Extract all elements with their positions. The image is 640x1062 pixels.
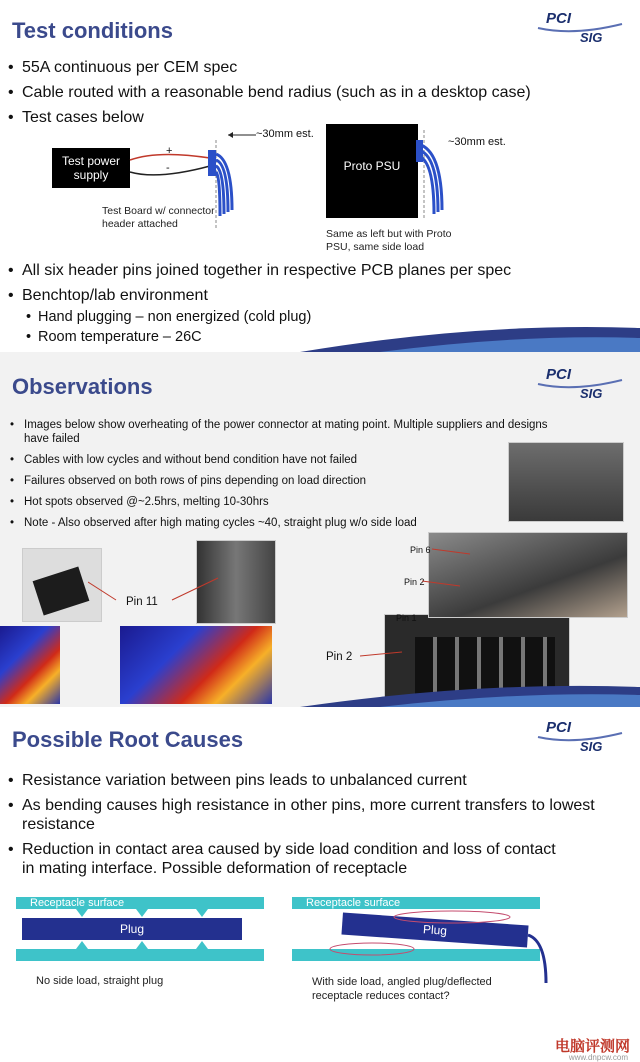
bullet: • Images below show overheating of the power connector at mating point. Multiple suppliers and designs have failed bbox=[24, 418, 564, 446]
watermark-url: www.dnpcw.com bbox=[568, 1053, 628, 1062]
bullet: • Failures observed on both rows of pins depending on load direction bbox=[24, 474, 574, 488]
subbullet: • Room temperature – 26C bbox=[38, 328, 202, 346]
bullet: • Test cases below bbox=[22, 108, 144, 128]
pci-sig-logo: PCI SIG bbox=[534, 362, 626, 410]
receptacle-surface-left: Receptacle surface bbox=[16, 897, 264, 909]
pin-2-label: Pin 2 bbox=[326, 651, 353, 663]
watermark: 电脑评测网 bbox=[554, 1038, 630, 1055]
test-power-supply-box: Test power supply bbox=[52, 148, 130, 188]
melted-connector-photo bbox=[508, 442, 624, 522]
pin-11-label: Pin 11 bbox=[126, 596, 158, 608]
contact-points-left bbox=[16, 909, 264, 949]
proto-psu-box: Proto PSU bbox=[326, 124, 418, 218]
plug-left: Plug bbox=[22, 918, 242, 940]
slide-title: Possible Root Causes bbox=[12, 727, 244, 752]
bullet: • Resistance variation between pins leads to unbalanced current bbox=[22, 771, 467, 791]
slide-title: Test conditions bbox=[12, 18, 173, 43]
bullet: • Hot spots observed @~2.5hrs, melting 10-30hrs bbox=[24, 495, 574, 509]
pin-6-label: Pin 6 bbox=[410, 545, 431, 555]
plus-label: + bbox=[166, 145, 173, 157]
slide-root-causes bbox=[0, 707, 640, 1062]
subbullet: • Hand plugging – non energized (cold plug) bbox=[38, 308, 311, 326]
caption-right: Same as left but with Proto PSU, same side load bbox=[326, 228, 452, 253]
slide-wave bbox=[0, 322, 640, 352]
slide-test-conditions bbox=[0, 0, 640, 352]
plug-right: Plug bbox=[341, 913, 528, 948]
bend-label: ~30mm est. bbox=[256, 128, 314, 140]
bullet: • Cables with low cycles and without bend condition have not failed bbox=[24, 453, 574, 467]
bullet: • 55A continuous per CEM spec bbox=[22, 58, 237, 78]
slide-wave bbox=[0, 681, 640, 707]
bullet: • All six header pins joined together in respective PCB planes per spec bbox=[22, 261, 511, 281]
pci-sig-logo: PCI SIG bbox=[534, 6, 626, 54]
bullet: • As bending causes high resistance in other pins, more current transfers to lowest resistance bbox=[22, 796, 602, 834]
bullet: • Note - Also observed after high mating cycles ~40, straight plug w/o side load bbox=[24, 516, 574, 530]
bend-label: ~30mm est. bbox=[448, 136, 506, 148]
bullet: • Reduction in contact area caused by side load condition and loss of contact in mating interface. Possible deformation of receptacle bbox=[22, 840, 562, 878]
minus-label: - bbox=[166, 162, 170, 174]
pin-2-label: Pin 2 bbox=[404, 577, 425, 587]
caption-left: No side load, straight plug bbox=[36, 975, 164, 987]
caption-left: Test Board w/ connector header attached bbox=[102, 205, 215, 230]
pci-sig-logo: PCI SIG bbox=[534, 715, 626, 763]
caption-right: With side load, angled plug/deflected receptacle reduces contact? bbox=[312, 976, 492, 1002]
contact-deflection-right bbox=[292, 903, 582, 983]
slide-observations bbox=[0, 352, 640, 707]
receptacle-surface-right: Receptacle surface bbox=[292, 897, 540, 909]
slide-title: Observations bbox=[12, 374, 153, 399]
bullet: • Benchtop/lab environment bbox=[22, 286, 208, 306]
bullet: • Cable routed with a reasonable bend radius (such as in a desktop case) bbox=[22, 83, 531, 103]
pin-1-label: Pin 1 bbox=[396, 613, 417, 623]
receptacle-bottom-left bbox=[16, 949, 264, 961]
